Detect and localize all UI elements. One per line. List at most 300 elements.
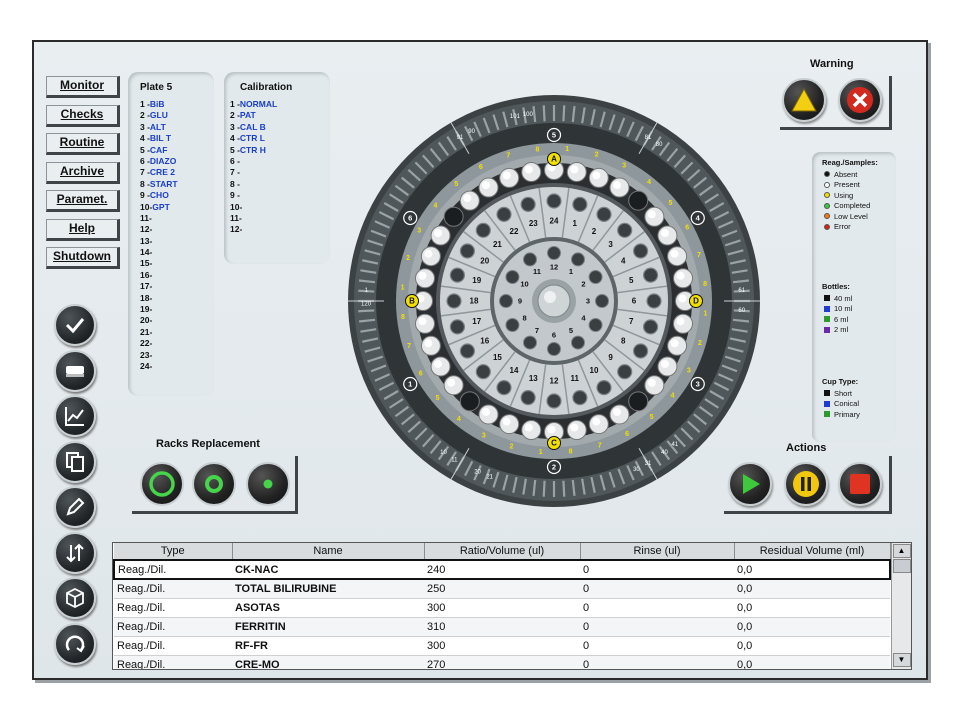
inner-slot-number: 9	[517, 296, 523, 306]
rack-position-letter: B	[409, 296, 415, 306]
plate-row[interactable]	[128, 304, 214, 315]
sample-ring-number: 1	[565, 146, 570, 154]
legend-item-bottles	[812, 293, 896, 304]
calibration-row-test: PAT	[239, 110, 256, 121]
outer-tick-label: 81	[644, 135, 652, 142]
calibration-row[interactable]	[224, 122, 330, 133]
sample-ring-number: 7	[697, 251, 701, 259]
legend-swatch	[824, 295, 830, 301]
legend-swatch	[824, 390, 830, 396]
reagent-bottle[interactable]	[644, 320, 658, 334]
samples-legend-title: Reag./Samples:	[822, 158, 878, 167]
plate-row[interactable]	[128, 156, 214, 167]
reagent-slot-number: 23	[528, 219, 538, 229]
plate-row-number: 1 -	[140, 99, 150, 109]
plate-row[interactable]	[128, 224, 214, 235]
reagent-bottle[interactable]	[476, 365, 490, 379]
rack-position-letter: A	[551, 154, 557, 164]
plate-row-number: 13-	[140, 235, 153, 246]
inner-slot-number: 8	[522, 313, 527, 323]
legend-label: 40 ml	[834, 293, 853, 303]
table-cell: 0	[580, 636, 734, 655]
reagent-slot-number: 19	[472, 275, 482, 285]
outer-tick-label: 31	[644, 460, 652, 467]
reagent-slot-number: 13	[528, 373, 538, 383]
sample-highlight	[424, 339, 432, 347]
sample-ring-number: 1	[703, 310, 708, 318]
table-cell: CK-NAC	[232, 560, 424, 579]
sample-highlight	[463, 194, 471, 202]
table-cell: 0,0	[734, 598, 890, 617]
nav-help-button[interactable]: Help	[46, 219, 120, 241]
sample-ring-number: 3	[622, 162, 627, 170]
legend-item-cups	[812, 399, 896, 410]
sample-highlight	[434, 360, 442, 368]
sample-ring-number: 5	[435, 395, 440, 403]
outer-tick-label: 41	[671, 442, 679, 449]
reagent-slot-number: 7	[629, 317, 634, 327]
calibration-row-number: 4 -	[230, 133, 240, 144]
reagent-slot-number: 21	[492, 239, 502, 249]
sample-highlight	[671, 250, 679, 258]
sample-ring-number: 4	[433, 202, 438, 210]
reagent-slot-number: 24	[549, 216, 559, 226]
clear-error-button[interactable]	[838, 78, 882, 122]
plate-row-number: 3 -	[140, 121, 150, 132]
calibration-row[interactable]	[224, 99, 330, 110]
plate-row[interactable]	[128, 338, 214, 349]
sector-number-label: 4	[695, 213, 700, 223]
pause-icon	[792, 470, 820, 498]
plate-row-number: 4 -	[140, 133, 150, 144]
scroll-thumb[interactable]	[893, 559, 911, 573]
calibration-row-number: 12-	[230, 224, 243, 235]
table-row[interactable]	[114, 617, 890, 636]
sample-highlight	[434, 229, 442, 237]
sample-ring-number: 8	[535, 146, 540, 154]
sample-position-empty[interactable]	[629, 392, 648, 411]
inner-slot-number: 5	[568, 325, 574, 335]
plate-row[interactable]	[128, 133, 214, 144]
table-row[interactable]	[114, 655, 890, 670]
table-cell: 0,0	[734, 560, 890, 579]
sample-highlight	[661, 229, 669, 237]
col-header-name[interactable]: Name	[232, 543, 424, 560]
inner-reagent-bottle[interactable]	[506, 271, 519, 284]
reagent-bottle[interactable]	[647, 294, 661, 308]
table-cell: 0,0	[734, 617, 890, 636]
table-cell: Reag./Dil.	[114, 579, 232, 598]
sample-position-empty[interactable]	[460, 392, 479, 411]
calibration-row-test: CTR H	[239, 144, 266, 155]
reagent-slot-number: 8	[621, 336, 626, 346]
plate-row[interactable]	[128, 99, 214, 110]
plate-row-test: CHO	[149, 190, 169, 201]
sample-position-empty[interactable]	[629, 191, 648, 210]
legend-item-samples	[812, 211, 896, 222]
table-cell: TOTAL BILIRUBINE	[232, 579, 424, 598]
table-cell: RF-FR	[232, 636, 424, 655]
plate-row-number: 21-	[140, 326, 153, 337]
legend-label: Completed	[834, 201, 871, 211]
calibration-row[interactable]	[224, 156, 330, 167]
sample-highlight	[613, 181, 621, 189]
table-cell: 240	[424, 560, 580, 579]
sample-ring-number: 8	[568, 448, 573, 456]
reagent-bottle[interactable]	[597, 207, 611, 221]
nav-parameters-button[interactable]: Paramet.	[46, 190, 120, 212]
rack-button[interactable]	[54, 350, 96, 392]
inner-slot-number: 10	[520, 279, 529, 289]
sample-highlight	[661, 360, 669, 368]
plate-row-number: 6 -	[140, 155, 150, 166]
table-cell: 0	[580, 579, 734, 598]
table-row[interactable]	[114, 598, 890, 617]
plate-row-number: 8 -	[140, 178, 150, 189]
plate-row[interactable]	[128, 179, 214, 190]
calibration-row[interactable]	[224, 145, 330, 156]
sample-highlight	[503, 418, 511, 426]
legend-swatch	[824, 224, 830, 230]
sector-number-label: 5	[551, 130, 557, 140]
cup-legend-title: Cup Type:	[822, 377, 859, 386]
plate-title: Plate 5	[140, 82, 173, 93]
plate-row[interactable]	[128, 202, 214, 213]
reagent-slot-number: 14	[509, 365, 519, 375]
calibration-panel	[224, 72, 330, 264]
plate-row[interactable]	[128, 315, 214, 326]
reagent-bottle[interactable]	[476, 223, 490, 237]
plate-row[interactable]	[128, 110, 214, 121]
table-cell: 300	[424, 598, 580, 617]
copy-icon	[63, 450, 87, 474]
plate-panel	[128, 72, 214, 396]
inner-reagent-bottle[interactable]	[548, 247, 561, 260]
reagent-bottle[interactable]	[497, 381, 511, 395]
reagent-slot-number: 11	[570, 373, 579, 383]
reagent-bottle[interactable]	[597, 381, 611, 395]
calibration-title: Calibration	[240, 82, 293, 93]
plate-row-number: 7 -	[140, 167, 150, 178]
calibration-row-test: CAL B	[239, 121, 266, 132]
copy-button[interactable]	[54, 441, 96, 483]
outer-tick-label: 21	[486, 474, 494, 481]
legend-swatch	[824, 401, 830, 407]
rotate-button[interactable]	[54, 623, 96, 665]
reagent-bottle[interactable]	[497, 207, 511, 221]
warning-button[interactable]	[782, 78, 826, 122]
stop-button[interactable]	[838, 462, 882, 506]
chart-button[interactable]	[54, 395, 96, 437]
calibration-row-number: 2 -	[230, 110, 240, 121]
sample-highlight	[447, 379, 455, 387]
sample-highlight	[613, 408, 621, 416]
table-scrollbar[interactable]	[891, 543, 911, 669]
inner-reagent-bottle[interactable]	[524, 253, 537, 266]
sample-ring-number: 6	[478, 164, 483, 172]
reagent-slot-number: 3	[608, 239, 613, 249]
reagent-slot-number: 9	[608, 353, 613, 363]
sample-ring-number: 2	[509, 443, 514, 451]
legend-item-bottles	[812, 304, 896, 315]
nav-shutdown-button[interactable]: Shutdown	[46, 247, 120, 269]
error-x-icon	[846, 86, 874, 114]
sample-ring-number: 2	[697, 340, 702, 348]
sample-ring-number: 3	[481, 432, 486, 440]
check-button[interactable]	[54, 304, 96, 346]
legend-label: Absent	[834, 169, 858, 179]
carousel-diagram	[330, 94, 778, 508]
reagent-bottle[interactable]	[618, 365, 632, 379]
ring-medium-icon	[199, 469, 229, 499]
plate-row-number: 5 -	[140, 144, 150, 155]
plate-row[interactable]	[128, 236, 214, 247]
scroll-down-icon[interactable]: ▼	[893, 653, 911, 667]
inner-slot-number: 7	[534, 325, 540, 335]
legend-swatch	[824, 411, 830, 417]
inner-reagent-bottle[interactable]	[506, 319, 519, 332]
col-header-rinse[interactable]: Rinse (ul)	[580, 543, 734, 560]
plate-row-number: 9 -	[140, 190, 150, 201]
sector-number-label: 2	[551, 462, 557, 472]
inner-reagent-bottle[interactable]	[596, 295, 609, 308]
sample-ring-number: 1	[400, 284, 405, 292]
calibration-row-number: 6 -	[230, 155, 240, 166]
pause-button[interactable]	[784, 462, 828, 506]
table-row[interactable]	[114, 560, 890, 579]
calibration-row[interactable]	[224, 133, 330, 144]
inner-slot-number: 1	[568, 267, 574, 277]
reagent-bottle[interactable]	[521, 391, 535, 405]
rack-position-letter: C	[551, 438, 557, 448]
sort-button[interactable]	[54, 532, 96, 574]
plate-row[interactable]	[128, 270, 214, 281]
sample-highlight	[677, 272, 685, 280]
inner-reagent-bottle[interactable]	[589, 271, 602, 284]
reagent-bottle[interactable]	[634, 244, 648, 258]
sample-highlight	[592, 418, 600, 426]
table-row[interactable]	[114, 579, 890, 598]
inner-reagent-bottle[interactable]	[572, 336, 585, 349]
sample-highlight	[592, 171, 600, 179]
legend-item-samples	[812, 169, 896, 180]
calibration-row-number: 7 -	[230, 167, 240, 178]
pencil-icon	[63, 495, 87, 519]
sample-ring-number: 7	[407, 343, 411, 351]
calibration-row-test: NORMAL	[239, 99, 278, 109]
legend-swatch	[824, 327, 830, 333]
racks-replacement-label: Racks Replacement	[156, 438, 260, 450]
sample-highlight	[671, 339, 679, 347]
reagent-slot-number: 6	[631, 296, 637, 306]
plate-row[interactable]	[128, 327, 214, 338]
plate-row[interactable]	[128, 167, 214, 178]
play-button[interactable]	[728, 462, 772, 506]
table-cell: 310	[424, 617, 580, 636]
legend-label: Conical	[834, 399, 860, 409]
sample-ring-number: 7	[597, 442, 602, 450]
plate-row[interactable]	[128, 247, 214, 258]
rack-replace-button-3[interactable]	[246, 462, 290, 506]
sample-highlight	[525, 165, 533, 173]
reagent-bottle[interactable]	[460, 244, 474, 258]
cuvette-slot	[544, 481, 545, 497]
col-header-type[interactable]: Type	[114, 543, 232, 560]
reagent-slot-number: 22	[509, 227, 519, 237]
table-cell: 0	[580, 560, 734, 579]
reagent-slot-number: 5	[629, 275, 634, 285]
reagent-slot-number: 1	[572, 219, 577, 229]
table-row[interactable]	[114, 636, 890, 655]
reagent-bottle[interactable]	[634, 344, 648, 358]
nav-archive-button[interactable]: Archive	[46, 162, 120, 184]
calibration-row[interactable]	[224, 213, 330, 224]
tool-column	[54, 304, 98, 668]
sample-position-empty[interactable]	[444, 207, 463, 226]
plate-row[interactable]	[128, 293, 214, 304]
calibration-row[interactable]	[224, 110, 330, 121]
reagent-bottle[interactable]	[450, 268, 464, 282]
calibration-row[interactable]	[224, 224, 330, 235]
plate-row[interactable]	[128, 281, 214, 292]
inner-reagent-bottle[interactable]	[500, 295, 513, 308]
legend-label: Error	[834, 222, 851, 232]
outer-tick-label: 1	[364, 288, 368, 295]
plate-row[interactable]	[128, 213, 214, 224]
legend-label: 6 ml	[834, 314, 849, 324]
play-icon	[737, 471, 763, 497]
sector-number-label: 6	[408, 213, 413, 223]
cube-button[interactable]	[54, 577, 96, 619]
reagent-bottle[interactable]	[547, 394, 561, 408]
inner-slot-number: 4	[581, 313, 586, 323]
warning-box	[780, 76, 892, 130]
reagent-bottle[interactable]	[644, 268, 658, 282]
table-cell: CRE-MO	[232, 655, 424, 670]
outer-tick-label: 61	[738, 288, 746, 295]
plate-row-number: 18-	[140, 292, 153, 303]
plate-row[interactable]	[128, 145, 214, 156]
cuvette-slot	[563, 481, 564, 497]
calibration-row[interactable]	[224, 167, 330, 178]
plate-row-number: 11-	[140, 212, 152, 223]
plate-row-test: BIL T	[149, 133, 172, 144]
sample-highlight	[570, 165, 578, 173]
plate-row-test: CAF	[149, 144, 168, 155]
plate-row-number: 2 -	[140, 110, 150, 121]
legend-swatch	[824, 182, 830, 188]
col-header-residual-volume[interactable]: Residual Volume (ml)	[734, 543, 890, 560]
sample-ring-number: 5	[668, 199, 673, 207]
legend-swatch	[824, 171, 830, 177]
legend-swatch	[824, 203, 830, 209]
dot-small-icon	[253, 469, 283, 499]
inner-slot-number: 6	[551, 330, 557, 340]
reagent-slot-number: 18	[469, 296, 479, 306]
reagent-bottle[interactable]	[618, 223, 632, 237]
reagent-bottle[interactable]	[450, 320, 464, 334]
warning-label: Warning	[810, 58, 854, 70]
sample-highlight	[418, 317, 426, 325]
legend-item-samples	[812, 180, 896, 191]
inner-slot-number: 12	[549, 262, 559, 272]
nav-checks-button[interactable]: Checks	[46, 105, 120, 127]
bottles-legend-title: Bottles:	[822, 282, 850, 291]
legend-label: 10 ml	[834, 304, 853, 314]
inner-reagent-bottle[interactable]	[524, 336, 537, 349]
reagent-bottle[interactable]	[573, 197, 587, 211]
inner-reagent-bottle[interactable]	[572, 253, 585, 266]
plate-row-number: 12-	[140, 224, 153, 235]
cuvette-slot	[544, 105, 545, 121]
table-cell: 0,0	[734, 579, 890, 598]
plate-row[interactable]	[128, 190, 214, 201]
col-header-ratio-volume[interactable]: Ratio/Volume (ul)	[424, 543, 580, 560]
sample-ring-number: 4	[456, 416, 461, 424]
plate-row[interactable]	[128, 258, 214, 269]
calibration-row[interactable]	[224, 179, 330, 190]
table-cell: 0	[580, 617, 734, 636]
sample-ring-number: 1	[538, 448, 543, 456]
reagent-bottle[interactable]	[447, 294, 461, 308]
table-cell: 0,0	[734, 636, 890, 655]
legend-swatch	[824, 192, 830, 198]
sample-highlight	[482, 181, 490, 189]
outer-tick-label: 100	[522, 111, 533, 118]
rack-replace-button-1[interactable]	[140, 462, 184, 506]
inner-reagent-bottle[interactable]	[548, 343, 561, 356]
edit-button[interactable]	[54, 486, 96, 528]
sample-highlight	[548, 426, 556, 434]
outer-tick-label: 20	[474, 469, 481, 476]
plate-row[interactable]	[128, 122, 214, 133]
reagent-bottle[interactable]	[521, 197, 535, 211]
legend-swatch	[824, 306, 830, 312]
inner-reagent-bottle[interactable]	[589, 319, 602, 332]
legend-swatch	[824, 213, 830, 219]
calibration-row-number: 8 -	[230, 178, 240, 189]
outer-tick-label: 11	[451, 457, 458, 464]
sample-ring-number: 8	[703, 280, 708, 288]
plate-row-number: 22-	[140, 338, 153, 349]
plate-row-number: 15-	[140, 258, 153, 269]
sample-ring-number: 2	[406, 254, 411, 262]
plate-row[interactable]	[128, 361, 214, 372]
calibration-row[interactable]	[224, 190, 330, 201]
sample-highlight	[648, 210, 656, 218]
rack-replace-button-2[interactable]	[192, 462, 236, 506]
nav-monitor-button[interactable]: Monitor	[46, 76, 120, 98]
plate-row[interactable]	[128, 350, 214, 361]
reagent-bottle[interactable]	[460, 344, 474, 358]
sample-ring-number: 5	[649, 413, 654, 421]
inner-slot-number: 2	[581, 279, 586, 289]
reagent-bottle[interactable]	[547, 194, 561, 208]
reagent-bottle[interactable]	[573, 391, 587, 405]
actions-box	[724, 456, 892, 514]
calibration-row-number: 3 -	[230, 121, 240, 132]
nav-routine-button[interactable]: Routine	[46, 133, 120, 155]
legend-item-cups	[812, 409, 896, 420]
scroll-up-icon[interactable]: ▲	[893, 544, 911, 558]
outer-tick-label: 120	[361, 301, 372, 308]
calibration-row[interactable]	[224, 202, 330, 213]
outer-tick-label: 101	[509, 114, 520, 121]
plate-row-number: 19-	[140, 304, 153, 315]
rack-icon	[63, 359, 87, 383]
inner-slot-number: 3	[585, 296, 591, 306]
cuvette-slot	[563, 105, 564, 121]
